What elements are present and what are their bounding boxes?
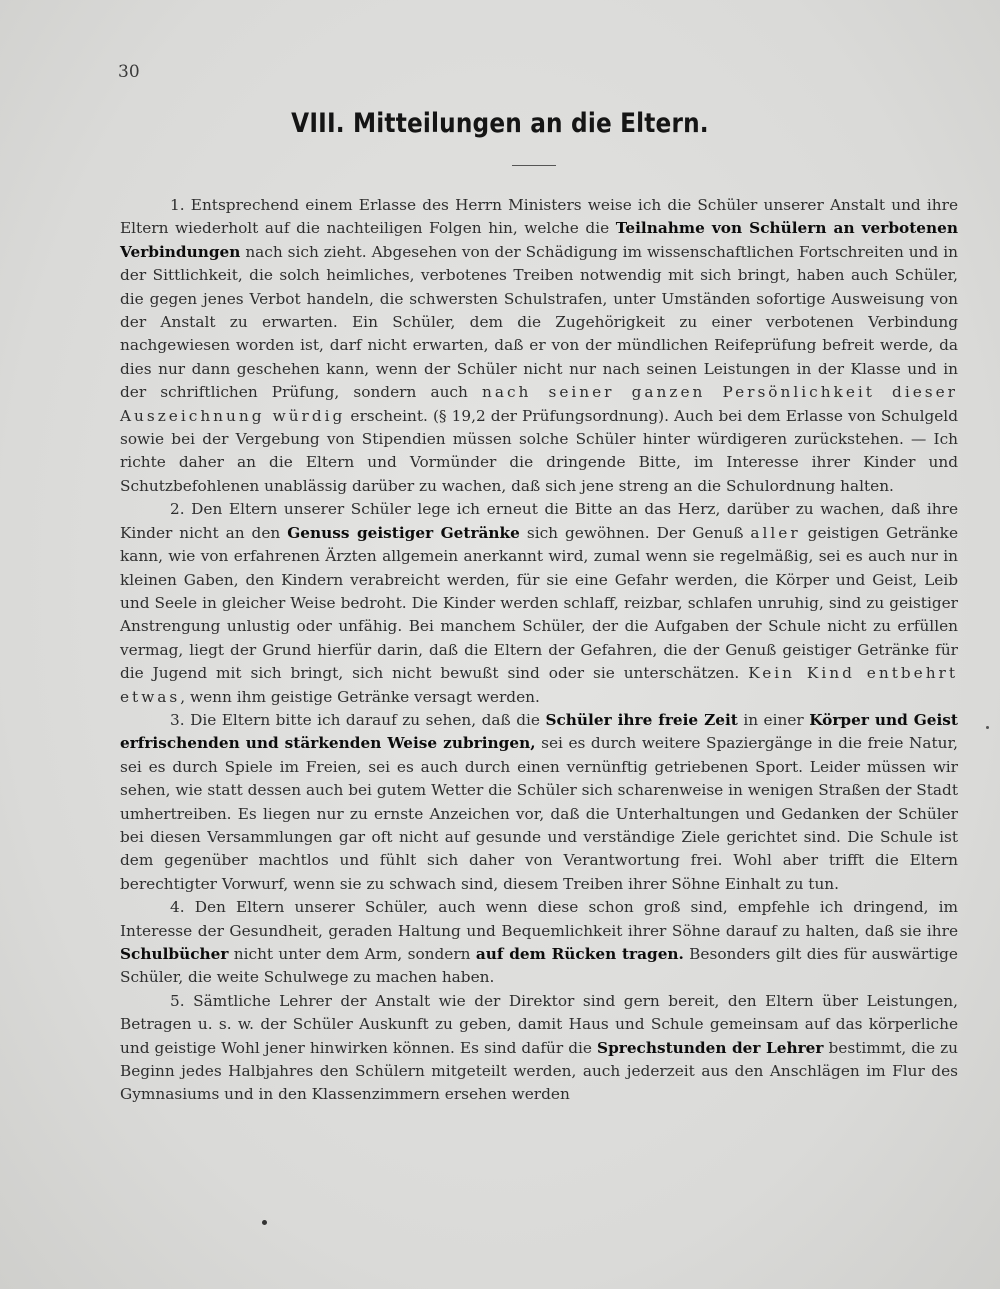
ink-speck bbox=[262, 1220, 267, 1225]
text-run: 5. Sämtliche Lehrer der Anstalt wie der Direktor sind gern bereit, den Eltern über Leistungen, Betragen u. s. w. der Schüler Auskunft zu geben, damit Haus und Schule gemeinsam auf das körperliche und geistige Wohl jener hinwirken können. Es sind dafür die bbox=[120, 991, 958, 1057]
text-run: 1. Entsprechend einem Erlasse des Herrn Ministers weise ich die Schüler unserer Anstalt und ihre Eltern wiederholt auf die nachteiligen Folgen hin, welche die bbox=[120, 196, 958, 238]
emphasis-bold: auf dem Rücken tragen. bbox=[475, 945, 684, 963]
text-run: sich gewöhnen. Der Genuß bbox=[519, 523, 751, 542]
text-run: in einer bbox=[737, 710, 810, 729]
emphasis-bold: Sprechstunden der Lehrer bbox=[597, 1038, 824, 1057]
emphasis-bold: Körper und Geist erfrischenden und stärkenden Weise zubringen, bbox=[120, 710, 958, 753]
emphasis-bold: Schüler ihre freie Zeit bbox=[545, 710, 738, 729]
text-run: Besonders gilt dies für auswärtige Schüler, die weite Schulwege zu machen haben. bbox=[120, 945, 958, 987]
page-title: VIII. Mitteilungen an die Eltern. bbox=[291, 108, 709, 139]
text-run: bestimmt, die zu Beginn jedes Halbjahres den Schülern mitgeteilt werden, auch jederzeit aus den Anschlägen im Flur des Gymnasiums und in den Klassenzimmern ersehen werden bbox=[120, 1038, 958, 1104]
text-run: nicht unter dem Arm, sondern bbox=[228, 945, 476, 963]
margin-dot bbox=[986, 726, 989, 729]
emphasis-bold: Genuss geistiger Getränke bbox=[287, 523, 520, 542]
text-run: erscheint. (§ 19,2 der Prüfungsordnung). Auch bei dem Erlasse von Schulgeld sowie bei der Vergebung von Stipendien müssen solche Schüler hinter würdigeren zurückstehen. — Ich richte daher an die Eltern und Vormünder die dringende Bitte, im Interesse ihrer Kinder und Schutzbefohlenen unablässig darüber zu wachen, daß sich jene streng an die Schulordnung halten. bbox=[120, 406, 958, 495]
text-run: , wenn ihm geistige Getränke versagt werden. bbox=[180, 687, 540, 706]
emphasis-bold: Schulbücher bbox=[120, 945, 229, 963]
page-number: 30 bbox=[118, 62, 140, 82]
body-text bbox=[120, 194, 958, 1107]
emphasis-spaced: aller bbox=[750, 523, 801, 542]
title-divider bbox=[512, 165, 556, 166]
text-run: 3. Die Eltern bitte ich darauf zu sehen, daß die bbox=[170, 710, 546, 729]
text-run: 2. Den Eltern unserer Schüler lege ich erneut die Bitte an das Herz, darüber zu wachen, daß ihre Kinder nicht an den bbox=[120, 500, 958, 542]
text-run: nach sich zieht. Abgesehen von der Schädigung im wissenschaftlichen Fortschreiten und in der Sittlichkeit, die solch heimliches, verbotenes Treiben notwendig mit sich bringt, haben auch Schüler, die gegen jenes Verbot handeln, die schwersten Schulstrafen, unter Umständen sofortige Ausweisung von der Anstalt zu erwarten. Ein Schüler, dem die Zugehörigkeit zu einer verbotenen Verbindung nachgewiesen worden ist, darf nicht erwarten, daß er von der mündlichen Reifeprüfung befreit werde, da dies nur dann geschehen kann, wenn der Schüler nicht nur nach seinen Leistungen in der Klasse und in der schriftlichen Prüfung, sondern auch bbox=[120, 242, 958, 402]
paragraph-3 bbox=[120, 709, 958, 896]
paragraph-1 bbox=[120, 194, 958, 498]
text-run: sei es durch weitere Spaziergänge in die freie Natur, sei es durch Spiele im Freien, sei es auch durch einen vernünftig getriebenen Sport. Leider müssen wir sehen, wie statt dessen auch bei gutem Wetter die Schüler sich scharenweise in wenigen Straßen der Stadt umhertreiben. Es liegen nur zu ernste Anzeichen vor, daß die Unterhaltungen und Gedanken der Schüler bei diesen Versammlungen gar oft nicht auf gesunde und verständige Ziele gerichtet sind. Die Schule ist dem gegenüber machtlos und fühlt sich daher von Verantwortung frei. Wohl aber trifft die Eltern berechtigter Vorwurf, wenn sie zu schwach sind, diesem Treiben ihrer Söhne Einhalt zu tun. bbox=[120, 734, 958, 893]
paragraph-2 bbox=[120, 498, 958, 709]
text-run: geistigen Getränke kann, wie von erfahrenen Ärzten allgemein anerkannt wird, zumal wenn sie regelmäßig, sei es auch nur in kleinen Gaben, den Kindern verabreicht werden, für sie eine Gefahr werden, die Körper und Geist, Leib und Seele in gleicher Weise bedroht. Die Kinder werden schlaff, reizbar, schlafen unruhig, sind zu geistiger Anstrengung unlustig oder unfähig. Bei manchem Schüler, der die Aufgaben der Schule nicht zu erfüllen vermag, liegt der Grund hierfür darin, daß die Eltern der Gefahren, die der Genuß geistiger Getränke für die Jugend mit sich bringt, sich nicht bewußt sind oder sie unterschätzen. bbox=[120, 523, 958, 683]
emphasis-spaced: Kein Kind entbehrt etwas bbox=[120, 664, 959, 706]
emphasis-spaced: nach seiner ganzen Persönlichkeit dieser Auszeichnung würdig bbox=[120, 383, 958, 425]
emphasis-bold: Teilnahme von Schülern an verbotenen Verbindungen bbox=[120, 219, 958, 261]
paragraph-5 bbox=[120, 990, 958, 1107]
text-run: 4. Den Eltern unserer Schüler, auch wenn diese schon groß sind, empfehle ich dringend, im Interesse der Gesundheit, geraden Haltung und Bequemlichkeit ihrer Söhne darauf zu halten, daß sie ihre bbox=[120, 898, 958, 940]
paragraph-4 bbox=[120, 896, 958, 990]
